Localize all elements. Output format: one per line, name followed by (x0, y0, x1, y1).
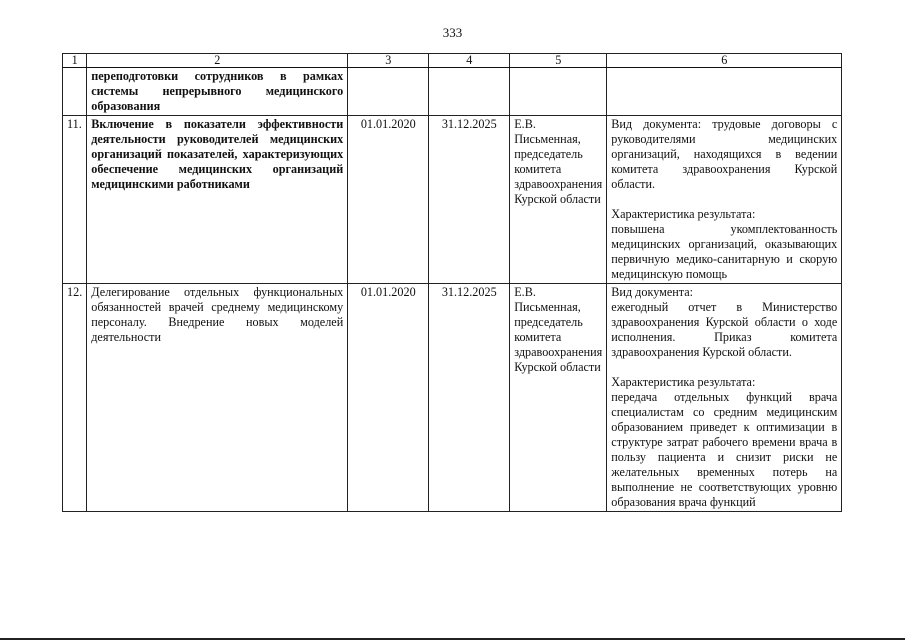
result-heading: Характеристика результата: (611, 207, 756, 221)
end-date: 31.12.2025 (429, 116, 510, 284)
responsible-line: Курской области (514, 192, 601, 206)
activities-table (62, 53, 842, 512)
start-date: 01.01.2020 (348, 284, 429, 512)
responsible-line: Е.В. Письменная, (514, 117, 581, 146)
end-date: 31.12.2025 (429, 284, 510, 512)
start-date: 01.01.2020 (348, 116, 429, 284)
document-type-heading: Вид документа: (611, 285, 694, 299)
table-row (63, 284, 842, 512)
table-row (63, 116, 842, 284)
document-type: Вид документа: трудовые договоры с руководителями медицинских организаций, находящихся в ведении комитета здравоохранения Курской области. (611, 117, 838, 191)
responsible-person (510, 68, 607, 116)
header-col-1: 1 (63, 54, 87, 68)
activity-title: Включение в показатели эффективности деятельности руководителей медицинских организаций показателей, характеризующих обеспечение медицинских организаций медицинскими работниками (87, 116, 348, 284)
header-col-5: 5 (510, 54, 607, 68)
header-col-4: 4 (429, 54, 510, 68)
row-number (63, 68, 87, 116)
responsible-line: комитета (514, 330, 562, 344)
responsible-line: Е.В. Письменная, (514, 285, 581, 314)
header-col-6: 6 (607, 54, 842, 68)
result-text: повышена укомплектованность медицинских организаций, оказывающих первичную медико-санитарную и скорую медицинскую помощь (611, 222, 838, 281)
document-type: ежегодный отчет в Министерство здравоохранения Курской области о ходе исполнения. Приказ комитета здравоохранения Курской области. (611, 300, 838, 359)
activity-title: Делегирование отдельных функциональных обязанностей врачей среднему медицинскому персоналу. Внедрение новых моделей деятельности (87, 284, 348, 512)
responsible-person (510, 116, 607, 284)
start-date (348, 68, 429, 116)
responsible-line: здравоохранения (514, 177, 603, 191)
responsible-line: комитета (514, 162, 562, 176)
responsible-person (510, 284, 607, 512)
table-header-row (63, 54, 842, 68)
responsible-line: председатель (514, 147, 583, 161)
result-description (607, 116, 842, 284)
row-number: 11. (63, 116, 87, 284)
responsible-line: председатель (514, 315, 583, 329)
activity-title: переподготовки сотрудников в рамках системы непрерывного медицинского образования (87, 68, 348, 116)
result-description (607, 68, 842, 116)
table-row (63, 68, 842, 116)
page-number: 333 (442, 25, 463, 40)
result-description (607, 284, 842, 512)
header-col-3: 3 (348, 54, 429, 68)
responsible-line: Курской области (514, 360, 601, 374)
header-col-2: 2 (87, 54, 348, 68)
row-number: 12. (63, 284, 87, 512)
result-heading: Характеристика результата: (611, 375, 756, 389)
result-text: передача отдельных функций врача специалистам со средним медицинским образованием приведет к оптимизации в структуре затрат рабочего времени врача в пользу пациента и снизит риски не желательных временных потерь на выполнение не соответствующих уровню образования врача функций (611, 390, 838, 509)
responsible-line: здравоохранения (514, 345, 603, 359)
end-date (429, 68, 510, 116)
